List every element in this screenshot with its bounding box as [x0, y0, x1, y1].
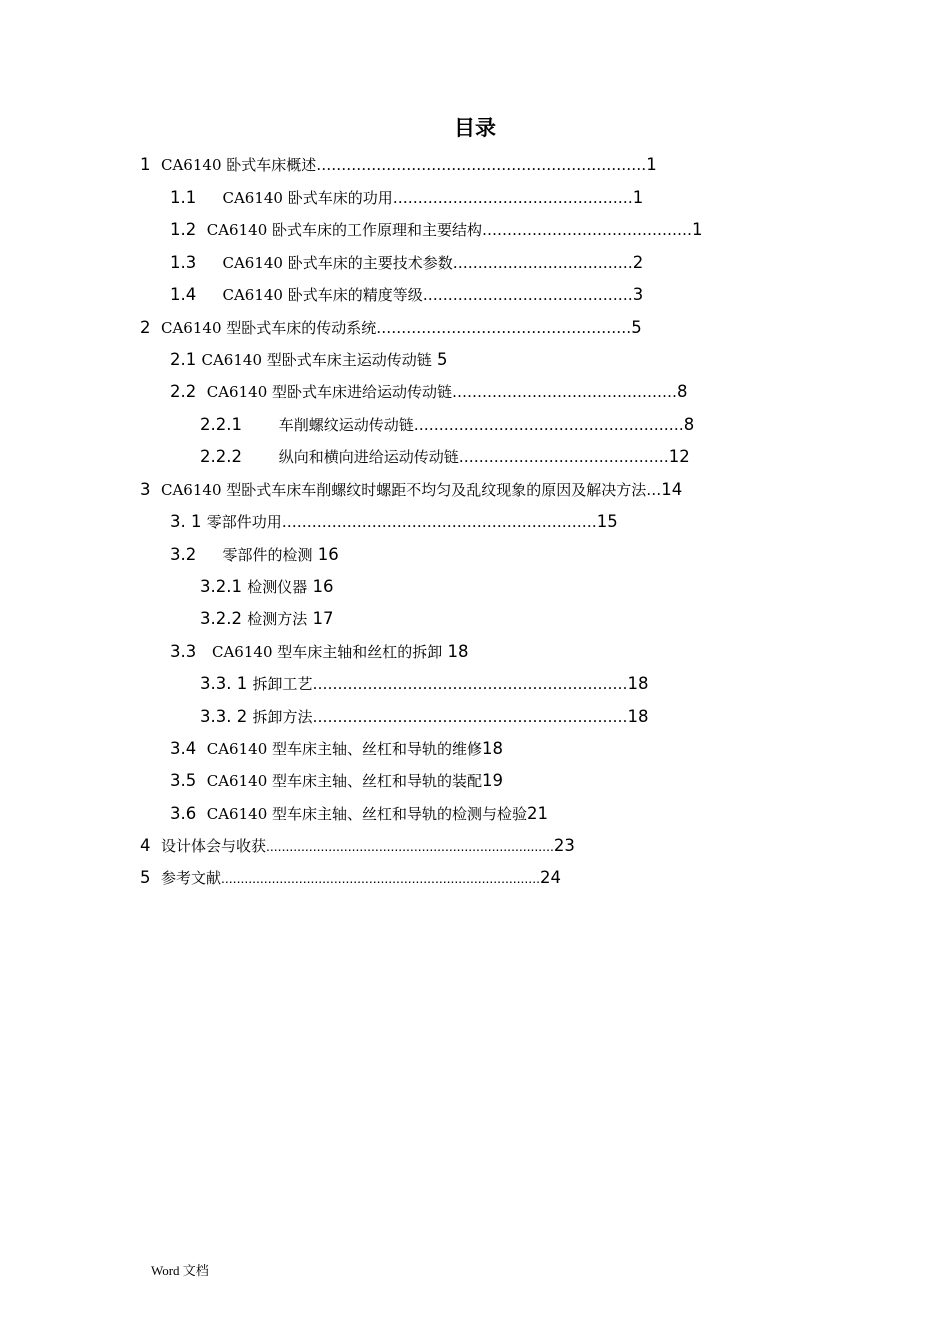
toc-number: 2.2.1: [200, 415, 242, 434]
toc-leader: ………………………………: [452, 254, 633, 272]
toc-page: 1: [646, 155, 657, 174]
toc-number: 3.5: [170, 771, 197, 790]
toc-number: 3.2.2: [200, 609, 242, 628]
toc-leader: ……………………………………………: [376, 319, 632, 337]
toc-entry[interactable]: [200, 705, 649, 729]
toc-page: 19: [482, 771, 504, 790]
toc-text: CA6140 卧式车床的工作原理和主要结构: [206, 221, 483, 239]
toc-page: 16: [317, 545, 339, 564]
toc-entry[interactable]: [200, 607, 334, 631]
toc-entry[interactable]: [170, 640, 469, 664]
toc-page: 3: [632, 285, 644, 304]
toc-text: CA6140 型车床主轴、丝杠和导轨的装配: [206, 772, 483, 790]
toc-number: 3.2: [170, 545, 197, 564]
toc-entry[interactable]: [200, 413, 694, 437]
toc-number: 2.1: [170, 350, 197, 369]
toc-entry[interactable]: [200, 672, 649, 696]
toc-page: 1: [692, 220, 703, 239]
toc-text: CA6140 型车床主轴、丝杠和导轨的维修: [206, 740, 483, 758]
toc-entry[interactable]: [170, 251, 643, 275]
toc-number: 3: [140, 480, 151, 499]
toc-text: CA6140 卧式车床的功用: [222, 189, 393, 207]
toc-number: 3.2.1: [200, 577, 242, 596]
toc-number: 3.3. 1: [200, 674, 248, 693]
toc-entry[interactable]: [170, 802, 548, 826]
toc-text: CA6140 型车床主轴、丝杠和导轨的检测与检验: [206, 805, 528, 823]
toc-leader: ………………………………………………: [413, 416, 684, 434]
toc-page: 18: [627, 707, 649, 726]
toc-text: 设计体会与收获: [161, 837, 267, 855]
toc-leader: ……………………………………: [458, 448, 669, 466]
toc-leader: ………………………………………: [452, 383, 678, 401]
toc-entry[interactable]: [200, 445, 690, 469]
toc-number: 2.2.2: [200, 447, 242, 466]
toc-text: 拆卸方法: [252, 708, 313, 726]
toc-number: 1.2: [170, 220, 197, 239]
toc-text: CA6140 卧式车床概述: [161, 156, 317, 174]
toc-leader: …………………………………………: [392, 189, 633, 207]
toc-leader: ……………………………………: [422, 286, 633, 304]
toc-page: 24: [539, 868, 561, 887]
toc-text: CA6140 型卧式车床的传动系统: [161, 319, 377, 337]
toc-page: 8: [683, 415, 695, 434]
toc-text: CA6140 型卧式车床进给运动传动链: [206, 383, 453, 401]
toc-number: 5: [140, 868, 151, 887]
toc-text: 参考文献: [161, 869, 222, 887]
toc-text: 零部件的检测: [222, 546, 313, 564]
toc-leader: ………………………………………………………: [281, 513, 597, 531]
toc-page: 2: [632, 253, 644, 272]
toc-number: 3.4: [170, 739, 197, 758]
toc-number: 4: [140, 836, 151, 855]
toc-entry[interactable]: [170, 510, 618, 534]
toc-number: 1.4: [170, 285, 197, 304]
toc-entry[interactable]: [140, 316, 642, 340]
toc-leader: ..........................................................................: [266, 838, 554, 854]
toc-page: 18: [447, 642, 469, 661]
toc-leader: ………………………………………………………: [312, 675, 628, 693]
toc-entry[interactable]: [170, 348, 448, 372]
toc-number: 3.3. 2: [200, 707, 248, 726]
toc-number: 2: [140, 318, 151, 337]
toc-leader: ……………………………………: [482, 221, 693, 239]
toc-text: 车削螺纹运动传动链: [278, 416, 414, 434]
toc-page: 21: [527, 804, 549, 823]
toc-page: 23: [553, 836, 575, 855]
toc-page: 17: [312, 609, 334, 628]
toc-text: 零部件功用: [206, 513, 282, 531]
toc-leader: ………………………………………………………: [312, 708, 628, 726]
toc-text: 纵向和横向进给运动传动链: [278, 448, 459, 466]
toc-page: 18: [482, 739, 504, 758]
toc-page: 5: [437, 350, 448, 369]
toc-entry[interactable]: [170, 769, 503, 793]
toc-entry[interactable]: [140, 866, 561, 890]
toc-entry[interactable]: [140, 478, 682, 502]
toc-page: 1: [632, 188, 644, 207]
toc-number: 1: [140, 155, 151, 174]
toc-leader: ..................................................................................: [221, 870, 540, 886]
toc-leader: …………………………………………………………: [316, 156, 647, 174]
toc-entry[interactable]: [140, 153, 657, 177]
toc-entry[interactable]: [170, 218, 703, 242]
toc-entry[interactable]: [170, 543, 339, 567]
toc-entry[interactable]: [200, 575, 334, 599]
toc-number: 1.3: [170, 253, 197, 272]
toc-page: 16: [312, 577, 334, 596]
toc-text: 拆卸工艺: [252, 675, 313, 693]
toc-number: 3.3: [170, 642, 197, 661]
toc-page: 14: [661, 480, 683, 499]
toc-number: 3.6: [170, 804, 197, 823]
toc-page: 18: [627, 674, 649, 693]
toc-page: 12: [668, 447, 690, 466]
toc-entry[interactable]: [170, 283, 643, 307]
toc-number: 2.2: [170, 382, 197, 401]
toc-text: 检测仪器: [247, 578, 308, 596]
toc-title: 目录: [454, 116, 496, 140]
toc-entry[interactable]: [140, 834, 575, 858]
toc-entry[interactable]: [170, 186, 643, 210]
toc-page: 8: [677, 382, 688, 401]
toc-text: CA6140 型卧式车床主运动传动链: [201, 351, 432, 369]
toc-number: 3. 1: [170, 512, 202, 531]
toc-text: CA6140 型卧式车床车削螺纹时螺距不均匀及乱纹现象的原因及解决方法: [161, 481, 647, 499]
toc-text: CA6140 型车床主轴和丝杠的拆卸: [212, 643, 443, 661]
page-footer: Word 文档: [151, 1263, 209, 1278]
toc-entry[interactable]: [170, 737, 503, 761]
toc-entry[interactable]: [170, 380, 688, 404]
toc-text: CA6140 卧式车床的精度等级: [222, 286, 423, 304]
toc-page: 5: [631, 318, 642, 337]
toc-leader: …: [646, 481, 662, 499]
toc-number: 1.1: [170, 188, 197, 207]
toc-text: 检测方法: [247, 610, 308, 628]
toc-text: CA6140 卧式车床的主要技术参数: [222, 254, 453, 272]
toc-page: 15: [596, 512, 618, 531]
